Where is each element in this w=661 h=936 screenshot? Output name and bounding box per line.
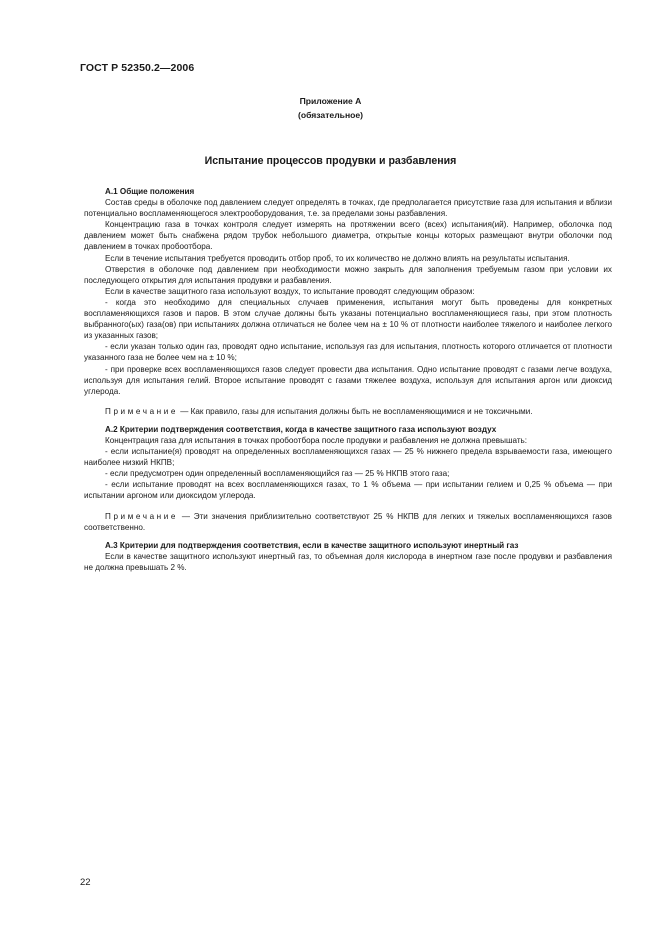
section-a3-heading: А.3 Критерии для подтверждения соответствия, если в качестве защитного используют инертный газ <box>105 540 519 550</box>
annex-title: Испытание процессов продувки и разбавления <box>204 155 457 167</box>
paragraph: Если в течение испытания требуется проводить отбор проб, то их количество не должно влиять на результаты испытания. <box>105 253 570 263</box>
annex-label: Приложение А <box>299 96 362 106</box>
paragraph: Состав среды в оболочке под давлением следует определять в точках, где предполагается присутствие газа для испытания и вблизи потенциально воспламеняющегося электрооборудования, т.е. за пределами зоны разбавления. <box>84 198 612 219</box>
paragraph: Концентрацию газа в точках контроля следует измерять на протяжении всего (всех) испытания(ий). Например, оболочка под давлением может быть снабжена рядом трубок небольшого диаметра, открытые концы которых размещают внутри оболочки под давлением в точках пробоотбора. <box>84 220 612 252</box>
paragraph: Если в качестве защитного используют инертный газ, то объемная доля кислорода в инертном газе после продувки и разбавления не должна превышать 2 %. <box>84 551 612 572</box>
page-number: 22 <box>80 877 91 888</box>
list-item: - если предусмотрен один определенный воспламеняющийся газ — 25 % НКПВ этого газа; <box>105 469 450 479</box>
paragraph: Отверстия в оболочке под давлением при необходимости можно закрыть для заполнения требуемым газом при условии их последующего открытия для испытания продувки и разбавления. <box>84 264 612 285</box>
note <box>84 511 612 533</box>
note-label: Примечание <box>105 406 179 416</box>
section-a1-heading: А.1 Общие положения <box>105 187 195 196</box>
note-text: — Эти значения приблизительно соответствуют 25 % НКПВ для легких и тяжелых воспламеняющихся газов соответственно. <box>84 511 612 532</box>
list-item: - если испытание проводят на всех воспламеняющихся газах, то 1 % объема — при испытании гелием и 0,25 % объема — при испытании аргоном или диоксидом углерода. <box>84 480 612 501</box>
document-body <box>84 186 612 573</box>
list-item: - если испытание(я) проводят на определенных воспламеняющихся газах — 25 % нижнего предела взрываемости газа, имеющего наиболее низкий НКПВ; <box>84 447 612 468</box>
section-a2-heading: А.2 Критерии подтверждения соответствия, когда в качестве защитного газа используют воздух <box>105 424 497 434</box>
note <box>84 406 612 417</box>
annex-status: (обязательное) <box>297 110 364 120</box>
paragraph: Если в качестве защитного газа используют воздух, то испытание проводят следующим образом: <box>105 286 475 296</box>
note-label: Примечание <box>105 511 179 521</box>
list-item: - когда это необходимо для специальных случаев применения, испытания могут быть проведены для конкретных воспламеняющихся газов и паров. В этом случае должны быть указаны потенциально воспламеняющиеся газы, при этом плотность выбранного(ых) газа(ов) при испытаниях должна отличаться не более чем на ± 10 % от плотности наиболее тяжелого и наиболее легкого из указанных газов; <box>84 297 612 341</box>
standard-header: ГОСТ Р 52350.2—2006 <box>80 62 195 74</box>
annex-block <box>0 94 661 122</box>
list-item: - при проверке всех воспламеняющихся газов следует провести два испытания. Одно испытание проводят с газами легче воздуха, используя для испытания гелий. Второе испытание проводят с газами тяжелее воздуха, используя для испытания аргон или диоксид углерода. <box>84 364 612 396</box>
list-item: - если указан только один газ, проводят одно испытание, используя газ для испытания, плотность которого отличается от плотности указанного газа не более чем на ± 10 %; <box>84 342 612 363</box>
note-text: — Как правило, газы для испытания должны быть не воспламеняющимися и не токсичными. <box>178 406 533 416</box>
paragraph: Концентрация газа для испытания в точках пробоотбора после продувки и разбавления не должна превышать: <box>105 435 528 445</box>
